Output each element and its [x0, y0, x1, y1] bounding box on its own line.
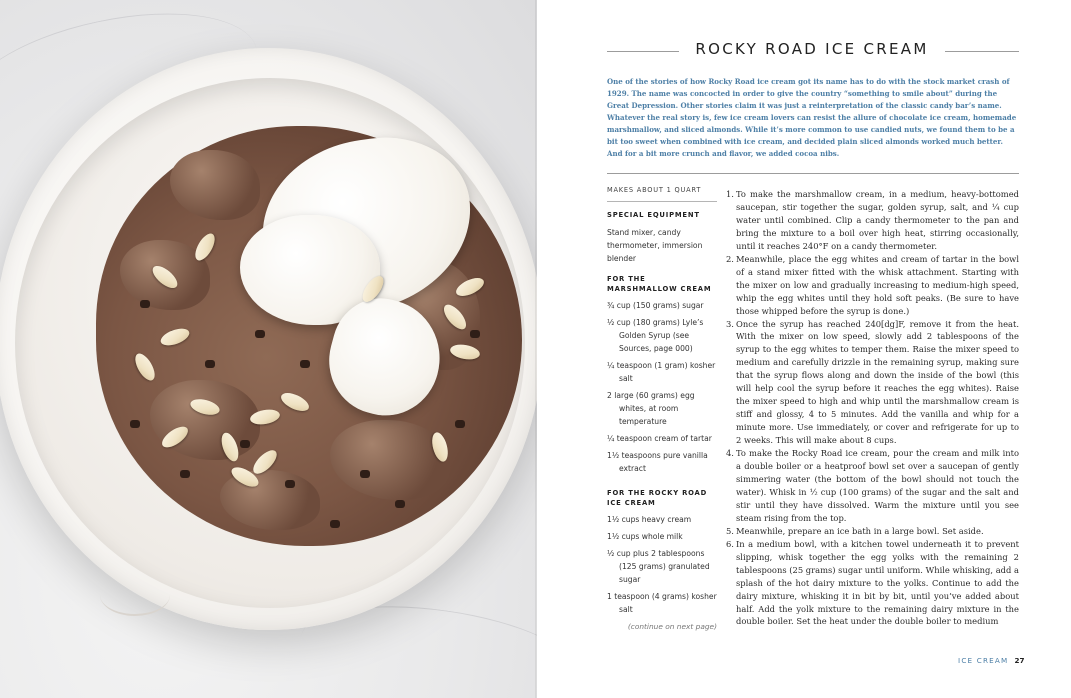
- title-rule-right: [945, 51, 1019, 52]
- page-gutter: [535, 0, 537, 698]
- ingredient-item: 1½ teaspoons pure vanilla extract: [607, 451, 708, 474]
- equipment-heading: SPECIAL EQUIPMENT: [607, 211, 700, 219]
- step-number: 5.: [726, 525, 734, 536]
- method-steps: [726, 188, 1019, 628]
- step-number: 4.: [726, 448, 734, 459]
- step-text: Once the syrup has reached 240[dg]F, remove it from the heat. With the mixer on low speed, slowly add 2 tablespoons of the syrup to the egg whites to temper them. Raise the mixer speed to medium and carefully drizzle in the remaining syrup, making sure that the syrup flows along and down the inside of the bowl (this will help cool the syrup before it reaches the egg whites). Raise the mixer speed to high and whip until the marshmallow cream is stiff and glossy, 4 to 5 minutes. Add the vanilla and whip for a minute more. Use immediately, or cover and refrigerate for up to 2 weeks. This will make about 8 cups.: [736, 318, 1019, 446]
- step-number: 2.: [726, 253, 734, 264]
- cocoa-nib: [300, 360, 310, 368]
- step-number: 6.: [726, 538, 734, 549]
- recipe-yield: MAKES ABOUT 1 QUART: [607, 186, 702, 194]
- cocoa-nib: [330, 520, 340, 528]
- method-step: [726, 525, 1019, 538]
- ingredient-item: ¼ teaspoon cream of tartar: [607, 434, 712, 444]
- yield-divider: [607, 201, 717, 202]
- section-divider: [607, 173, 1019, 174]
- step-text: Meanwhile, place the egg whites and cream of tartar in the bowl of a stand mixer fitted with the whisk attachment. Starting with the mixer on low and gradually increasing to medium-high speed, whip the egg whites until they hold soft peaks. (Be sure to have those whipped before the syrup is done.): [736, 253, 1019, 316]
- title-rule-left: [607, 51, 679, 52]
- step-number: 1.: [726, 189, 734, 199]
- cocoa-nib: [285, 480, 295, 488]
- method-step: [726, 447, 1019, 525]
- recipe-intro: One of the stories of how Rocky Road ice cream got its name has to do with the stock market crash of 1929. The name was concocted in order to give the country “something to smile about” during the Great Depression. Other stories claim it was just a reinterpretation of the classic candy bar’s name. Whatever the real story is, few ice cream lovers can resist the allure of chocolate ice cream, homemade marshmallow, and sliced almonds. While it’s more common to use candied nuts, we found them to be a bit too sweet when combined with ice cream, and decided plain sliced almonds worked much better. And for a bit more crunch and flavor, we added cocoa nibs.: [607, 77, 1017, 158]
- method-step: [726, 538, 1019, 629]
- step-number: 3.: [726, 318, 734, 329]
- cocoa-nib: [130, 420, 140, 428]
- method-step: [726, 253, 1019, 318]
- ingredient-item: 2 large (60 grams) egg whites, at room temperature: [607, 391, 695, 427]
- cocoa-nib: [455, 420, 465, 428]
- ingredients-sidebar: [607, 186, 717, 620]
- bowl-spout: [100, 574, 170, 616]
- cocoa-nib: [360, 470, 370, 478]
- cocoa-nib: [140, 300, 150, 308]
- cocoa-nib: [240, 440, 250, 448]
- ingredient-item: 1½ cups heavy cream: [607, 515, 692, 525]
- ingredient-item: 1½ cups whole milk: [607, 532, 683, 542]
- equipment-text: Stand mixer, candy thermometer, immersion blender: [607, 227, 703, 263]
- ingredient-item: ¾ cup (150 grams) sugar: [607, 301, 704, 311]
- ingredient-item: ½ cup (180 grams) Lyle’s Golden Syrup (see Sources, page 000): [607, 318, 704, 354]
- marshmallow-heading: FOR THE MARSHMALLOW CREAM: [607, 275, 712, 293]
- method-step: [726, 188, 1019, 253]
- ingredient-item: ½ cup plus 2 tablespoons (125 grams) granulated sugar: [607, 549, 710, 585]
- step-text: To make the Rocky Road ice cream, pour the cream and milk into a double boiler or a heatproof bowl set over a saucepan of gently simmering water (the bottom of the bowl should not touch the water). Whisk in ½ cup (100 grams) of the sugar and the salt and stir until they have dissolved. Warm the mixture until you see steam rising from the top.: [736, 448, 1019, 523]
- step-text: Meanwhile, prepare an ice bath in a large bowl. Set aside.: [736, 525, 984, 536]
- continue-note: (continue on next page): [627, 622, 717, 631]
- rocky-road-heading: FOR THE ROCKY ROAD ICE CREAM: [607, 489, 708, 507]
- cocoa-nib: [180, 470, 190, 478]
- method-step: [726, 318, 1019, 448]
- page-number: 27: [1014, 656, 1025, 665]
- ingredient-item: 1 teaspoon (4 grams) kosher salt: [607, 592, 717, 615]
- cocoa-nib: [255, 330, 265, 338]
- page-footer: [958, 656, 1024, 665]
- step-text: In a medium bowl, with a kitchen towel underneath it to prevent slipping, whisk together the egg yolks with the remaining 2 tablespoons (25 grams) sugar until uniform. While whisking, add a splash of the hot dairy mixture to the yolks. Continue to add the dairy mixture, whisking it in bit by bit, until you’ve added about half. Add the yolk mixture to the remaining dairy mixture in the double boiler. Set the heat under the double boiler to medium: [736, 538, 1019, 627]
- footer-section: ICE CREAM: [958, 656, 1009, 665]
- ingredient-item: ¼ teaspoon (1 gram) kosher salt: [607, 361, 716, 384]
- step-text: To make the marshmallow cream, in a medium, heavy-bottomed saucepan, stir together the sugar, golden syrup, salt, and ¼ cup water until combined. Clip a candy thermometer to the pan and bring the mixture to a boil over high heat, stirring occasionally, until it reaches 240°F on a candy thermometer.: [736, 189, 1019, 251]
- recipe-title: ROCKY ROAD ICE CREAM: [695, 40, 929, 58]
- cocoa-nib: [205, 360, 215, 368]
- cocoa-nib: [395, 500, 405, 508]
- cocoa-nib: [470, 330, 480, 338]
